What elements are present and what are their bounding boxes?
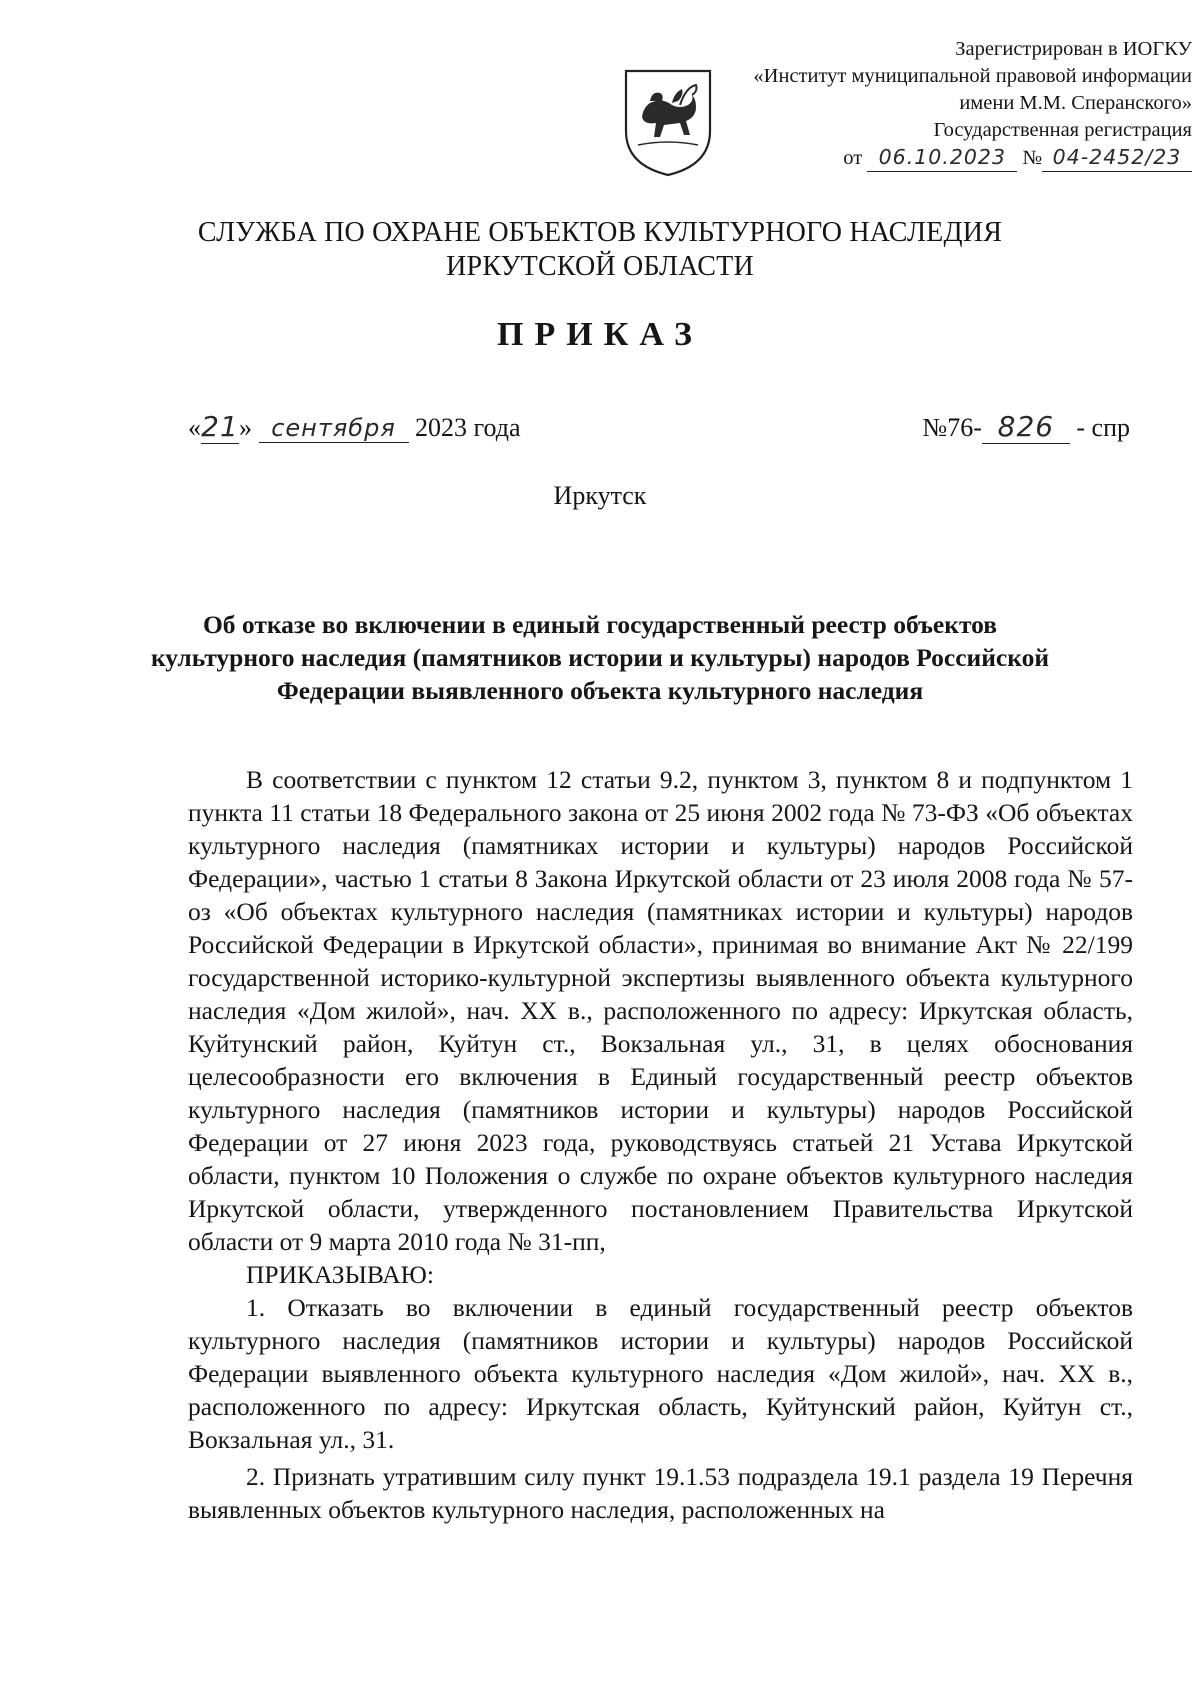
registration-stamp xyxy=(672,36,1192,172)
date-day: 21 xyxy=(201,410,239,443)
registration-line-1: Зарегистрирован в ИОГКУ xyxy=(955,38,1192,60)
number-suffix: - спр xyxy=(1076,413,1130,442)
registration-date-prefix: от xyxy=(843,147,863,169)
order-item-1: 1. Отказать во включении в единый государственный реестр объектов культурного наследия (памятников истории и культуры) народов Российской Федерации выявленного объекта культурного наследия «Дом жилой», нач. XX в., расположенного по адресу: Иркутская область, Куйтунский район, Куйтун ст., Вокзальная ул., 31. xyxy=(188,1293,1133,1454)
document-type-title: ПРИКАЗ xyxy=(497,316,703,353)
registration-line-4: Государственная регистрация xyxy=(933,119,1192,141)
order-directive-word: ПРИКАЗЫВАЮ: xyxy=(246,1260,434,1289)
agency-name-line-1: СЛУЖБА ПО ОХРАНЕ ОБЪЕКТОВ КУЛЬТУРНОГО НАСЛЕДИЯ xyxy=(197,217,1003,248)
order-item-2: 2. Признать утратившим силу пункт 19.1.53 подраздела 19.1 раздела 19 Перечня выявленных объектов культурного наследия, расположенных на xyxy=(188,1462,1133,1524)
registration-number-prefix: № xyxy=(1022,147,1042,169)
registration-date: 06.10.2023 xyxy=(867,144,1017,172)
order-number xyxy=(922,410,1130,444)
irkutsk-coat-of-arms-icon xyxy=(620,65,716,179)
order-body xyxy=(188,763,1133,1526)
date-close-quote: » xyxy=(239,413,252,442)
date-month: сентября xyxy=(259,414,409,443)
registration-line-3: имени М.М. Сперанского» xyxy=(959,92,1192,114)
registration-date-number xyxy=(672,144,1192,172)
registration-line-2: «Институт муниципальной правовой информации xyxy=(753,65,1192,87)
order-subject: Об отказе во включении в единый государственный реестр объектов культурного наследия (памятников истории и культуры) народов Российской Федерации выявленного объекта культурного наследия xyxy=(150,610,1050,705)
number-prefix: №76- xyxy=(922,413,982,442)
agency-name xyxy=(0,216,1200,284)
date-year: 2023 года xyxy=(415,413,521,442)
agency-name-line-2: ИРКУТСКОЙ ОБЛАСТИ xyxy=(446,251,754,282)
preamble-paragraph: В соответствии с пунктом 12 статьи 9.2, пунктом 3, пунктом 8 и подпунктом 1 пункта 11 статьи 18 Федерального закона от 25 июня 2002 года № 73-ФЗ «Об объектах культурного наследия (памятниках истории и культуры) народов Российской Федерации», частью 1 статьи 8 Закона Иркутской области от 23 июля 2008 года № 57-оз «Об объектах культурного наследия (памятниках истории и культуры) народов Российской Федерации в Иркутской области», принимая во внимание Акт № 22/199 государственной историко-культурной экспертизы выявленного объекта культурного наследия «Дом жилой», нач. XX в., расположенного по адресу: Иркутская область, Куйтунский район, Куйтун ст., Вокзальная ул., 31, в целях обоснования целесообразности его включения в Единый государственный реестр объектов культурного наследия (памятников истории и культуры) народов Российской Федерации от 27 июня 2023 года, руководствуясь статьей 21 Устава Иркутской области, пунктом 10 Положения о службе по охране объектов культурного наследия Иркутской области, утвержденного постановлением Правительства Иркутской области от 9 марта 2010 года № 31-пп, xyxy=(188,765,1133,1256)
order-date xyxy=(188,410,521,444)
number-value: 826 xyxy=(982,410,1070,444)
city: Иркутск xyxy=(553,481,647,510)
date-open-quote: « xyxy=(188,413,201,442)
registration-number: 04-2452/23 xyxy=(1042,144,1192,172)
